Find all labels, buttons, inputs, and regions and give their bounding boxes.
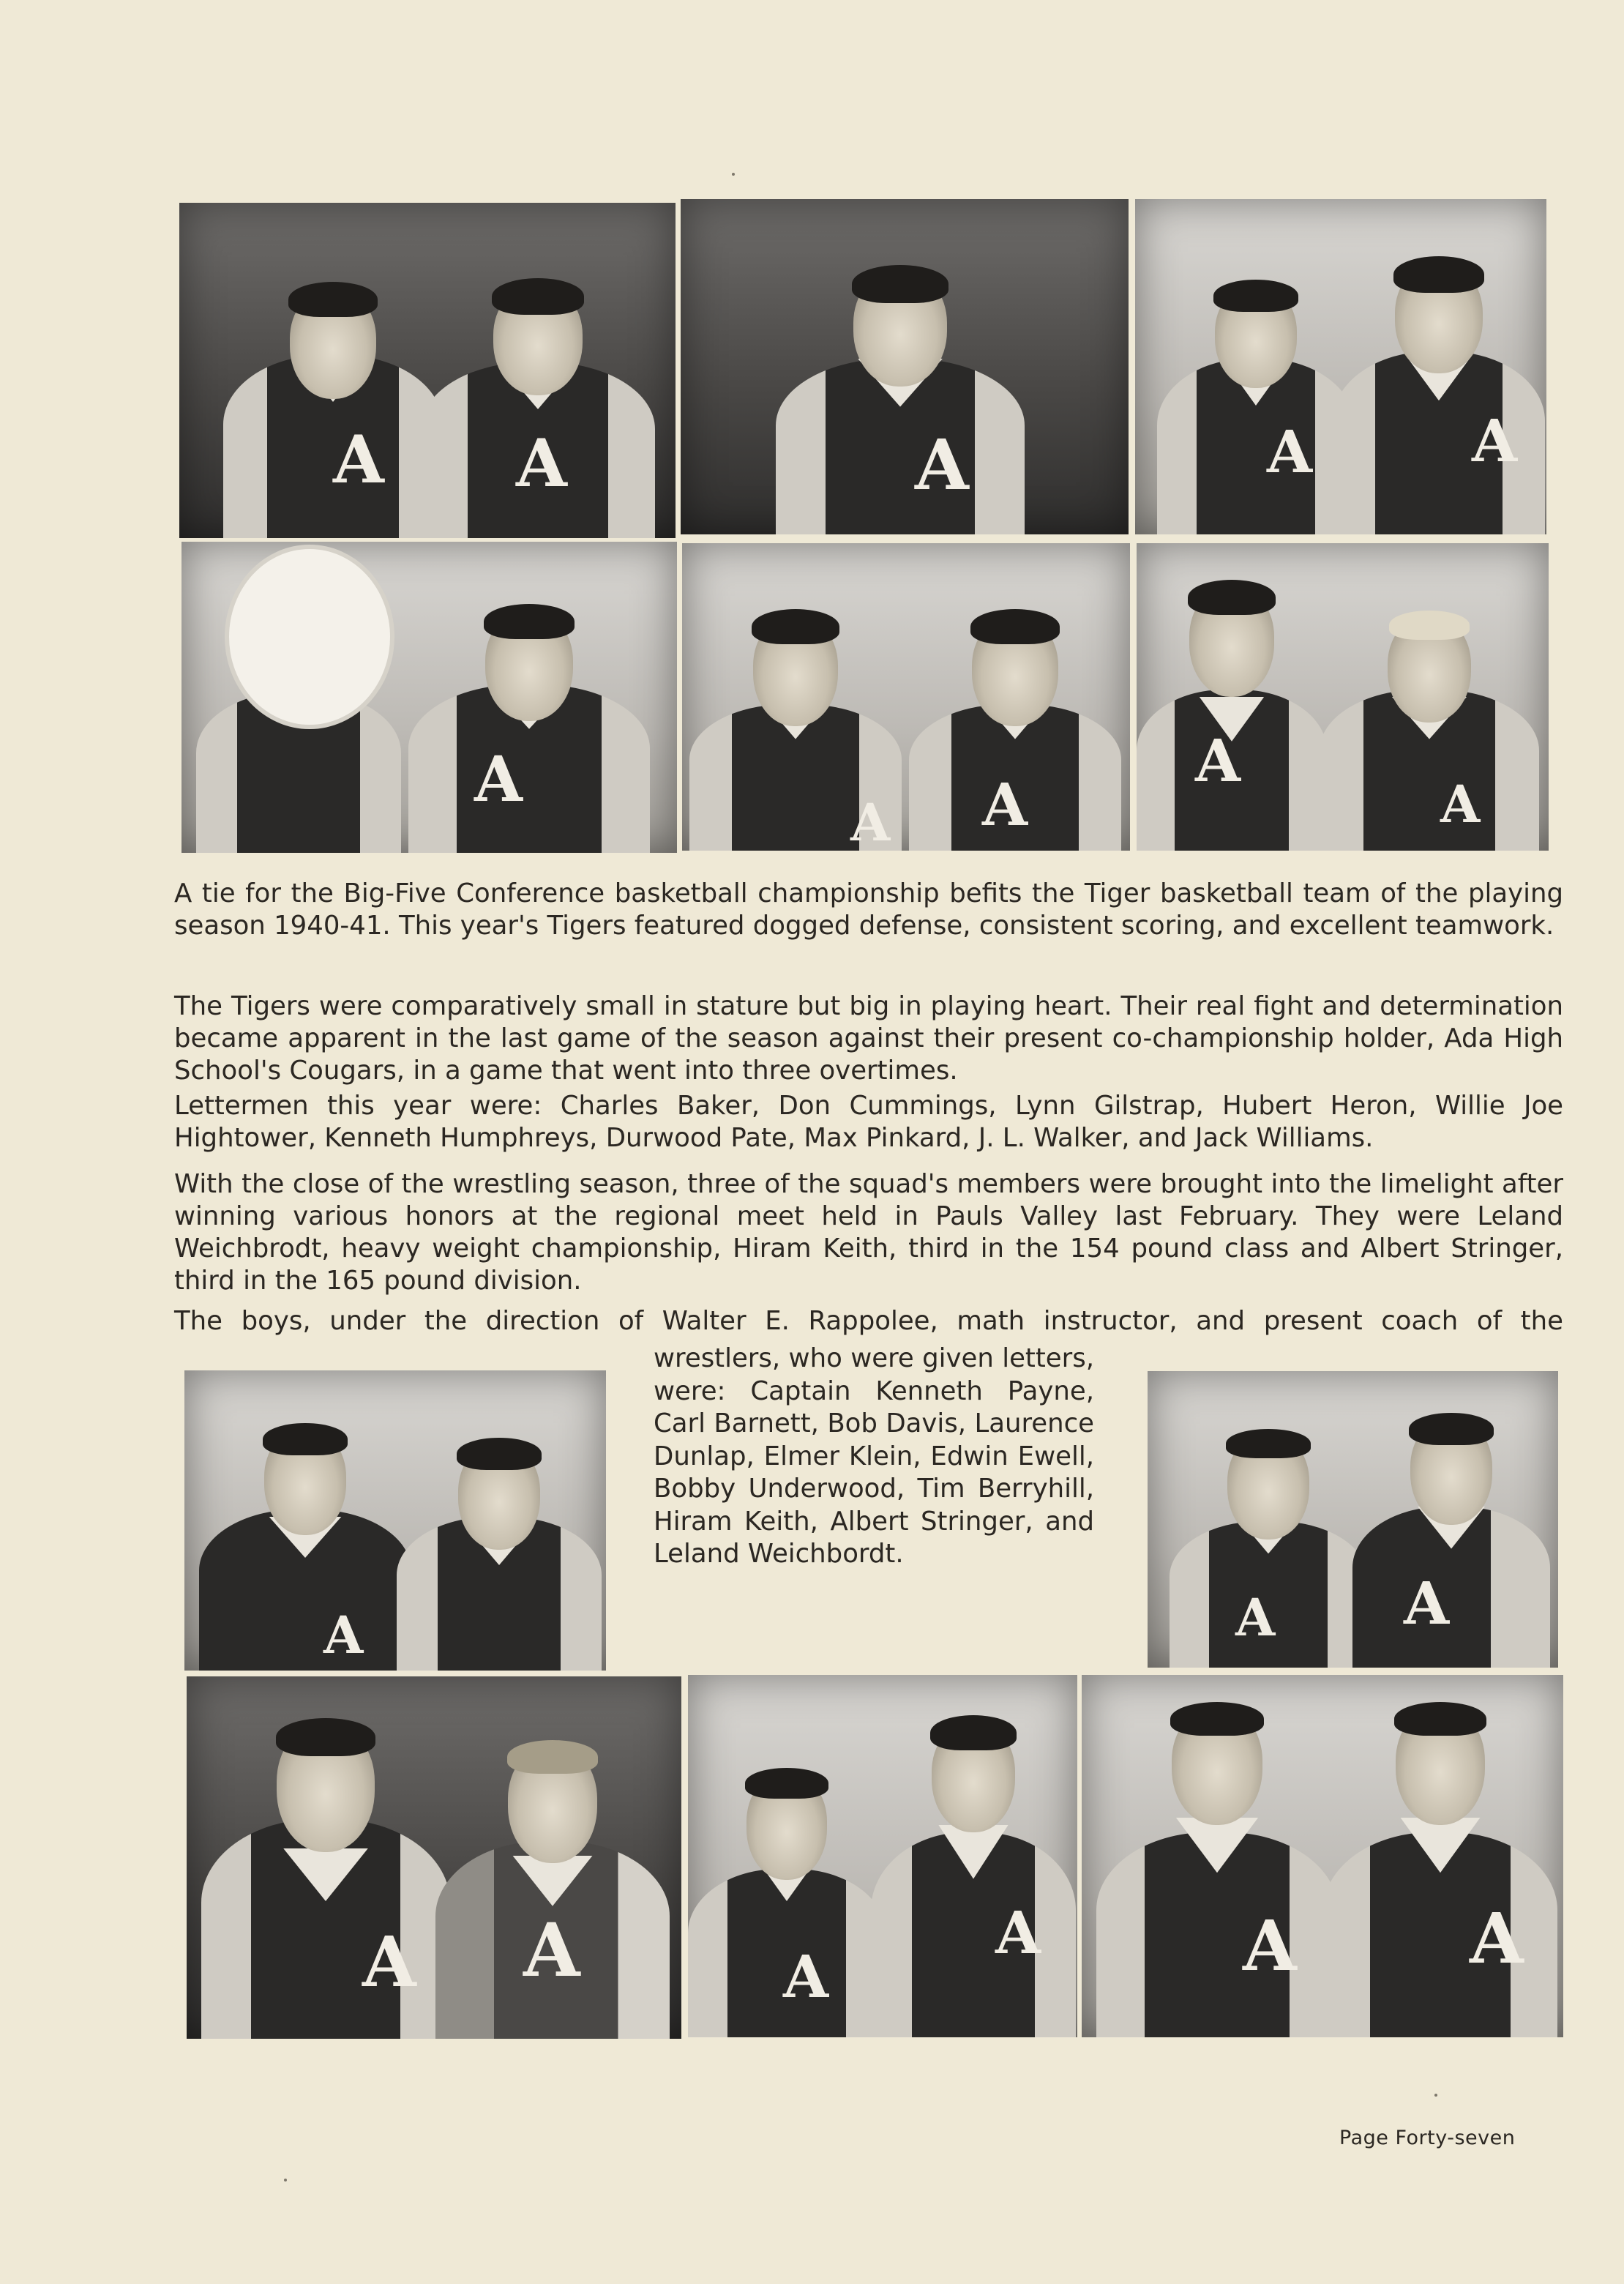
wrestling-photo-5: A A	[1082, 1675, 1563, 2037]
paragraph-basketball-intro: A tie for the Big-Five Conference basketball championship befits the Tiger basketball team of the playing season 1940-41. This year's Tigers featured dogged defense, consistent scoring, and excellent teamwork.	[174, 878, 1563, 941]
paragraph-wrestling-coach: The boys, under the direction of Walter E. Rappolee, math instructor, and present coach of the	[174, 1306, 1563, 1336]
torn-photo-damage	[229, 549, 390, 725]
basketball-photo-4: A	[182, 542, 677, 853]
basketball-photo-3: A A	[1135, 199, 1546, 534]
basketball-photo-2: A	[681, 199, 1129, 534]
paragraph-lettermen: Lettermen this year were: Charles Baker, Don Cummings, Lynn Gilstrap, Hubert Heron, Willie Joe Hightower, Kenneth Humphreys, Durwood Pate, Max Pinkard, J. L. Walker, and Jack Williams.	[174, 1091, 1563, 1153]
paragraph-wrestlers-list: wrestlers, who were given letters, were: Captain Kenneth Payne, Carl Barnett, Bob Davis, Laurence Dunlap, Elmer Klein, Edwin Ewell, Bobby Underwood, Tim Berryhill, Hiram Keith, Albert Stringer, and Leland Weichbordt.	[654, 1343, 1094, 1569]
paragraph-wrestling: With the close of the wrestling season, three of the squad's members were brought into the limelight after winning various honors at the regional meet held in Pauls Valley last February. They were Leland Weichbrodt, heavy weight championship, Hiram Keith, third in the 154 pound class and Albert Stringer, third in the 165 pound division.	[174, 1169, 1563, 1296]
wrestling-photo-4: A A	[688, 1675, 1077, 2037]
paper-speck	[284, 2179, 287, 2182]
paper-speck	[732, 173, 735, 176]
wrestling-photo-1: A	[184, 1370, 606, 1671]
basketball-photo-1: A A	[179, 203, 676, 538]
page-number: Page Forty-seven	[1339, 2127, 1516, 2149]
basketball-photo-6: A A	[1137, 543, 1549, 851]
paper-speck	[1434, 2094, 1437, 2097]
wrestling-photo-3: A A	[187, 1676, 681, 2039]
wrestling-photo-2: A A	[1148, 1371, 1558, 1668]
basketball-photo-5: A A	[682, 543, 1130, 851]
paragraph-tigers-heart: The Tigers were comparatively small in stature but big in playing heart. Their real fight and determination became apparent in the last game of the season against their present co-championship holder, Ada High School's Cougars, in a game that went into three overtimes.	[174, 991, 1563, 1086]
